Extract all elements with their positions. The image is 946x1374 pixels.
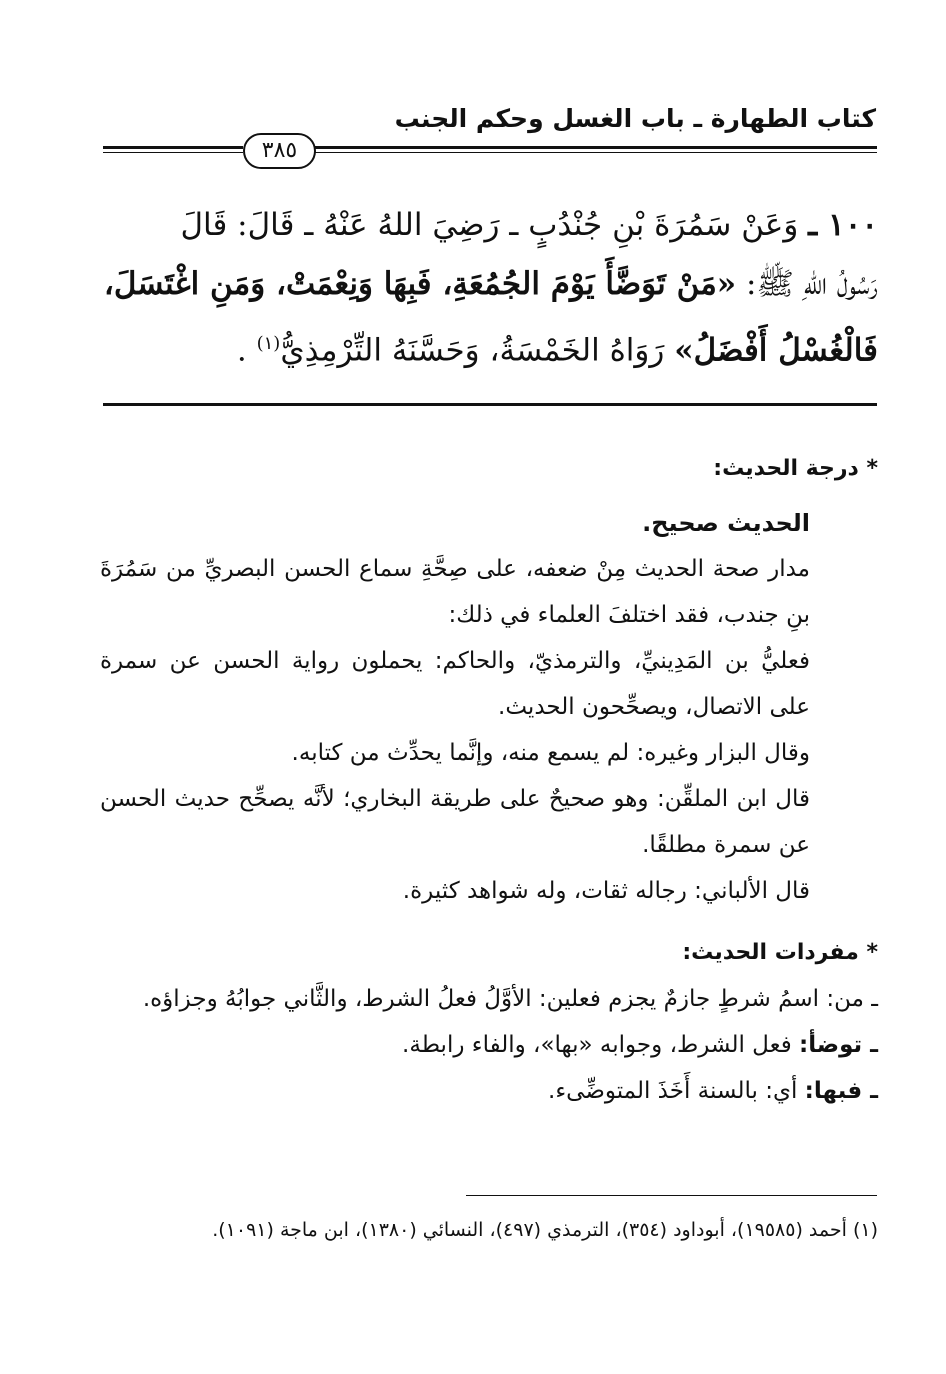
hadith-line-3-end: . (236, 332, 247, 369)
hadith-line-2-quote: «مَنْ تَوَضَّأَ يَوْمَ الجُمُعَةِ، فَبِهَا وَنِعْمَتْ، وَمَنِ اغْتَسَلَ، (103, 266, 737, 302)
section-divider (103, 403, 877, 406)
vocab-text-3: أي: بالسنة أَخَذَ المتوضِّىء. (548, 1078, 798, 1104)
page-number: ٣٨٥ (243, 133, 316, 169)
hadith-line-1-text: وَعَنْ سَمُرَةَ بْنِ جُنْدُبٍ ـ رَضِيَ اللهُ عَنْهُ ـ قَالَ: قَالَ (180, 207, 799, 243)
grade-paragraph-2 (100, 638, 878, 730)
grade-paragraph-4-text: قال ابن الملقِّن: وهو صحيحٌ على طريقة البخاري؛ لأنَّه يصحِّح حديث الحسن عن سمرة مطلقًا. (100, 786, 810, 858)
vocab-item-2 (100, 1022, 878, 1068)
vocab-section (100, 930, 878, 1114)
grade-paragraph-4 (100, 776, 878, 868)
vocab-term-2: ـ توضأ: (799, 1032, 878, 1058)
grade-verdict: الحديث صحيح. (642, 509, 810, 537)
hadith-line-3 (100, 314, 878, 380)
header-rule-right (312, 146, 877, 153)
hadith-line-1 (100, 196, 878, 255)
hadith-text (100, 196, 878, 380)
grade-paragraph-2-text: فعليُّ بن المَدِينيِّ، والترمذيّ، والحاكم: يحملون رواية الحسن عن سمرة على الاتصال، ويصحِّحون الحديث. (100, 648, 810, 720)
header-rule-left (103, 146, 243, 153)
grade-paragraph-3: وقال البزار وغيره: لم يسمع منه، وإنَّما يحدِّث من كتابه. (291, 740, 810, 766)
hadith-number: ١٠٠ ـ (808, 207, 878, 243)
hadith-line-2 (100, 255, 878, 314)
vocab-text-1: اسمُ شرطٍ جازمٌ يجزم فعلين: الأوَّلُ فعلُ الشرط، والثَّاني جوابُهُ وجزاؤه. (142, 986, 820, 1012)
vocab-text-2: فعل الشرط، وجوابه «بها»، والفاء رابطة. (402, 1032, 792, 1058)
vocab-item-3 (100, 1068, 878, 1114)
grade-paragraph-1-text: مدار صحة الحديث مِنْ ضعفه، على صِحَّةِ سماع الحسن البصريِّ من سَمُرَةَ بنِ جندب، فقد اختلفَ العلماء في ذلك: (100, 556, 810, 628)
footnote-1: (١) أحمد (١٩٥٨٥)، أبوداود (٣٥٤)، الترمذي (٤٩٧)، النسائي (١٣٨٠)، ابن ماجة (١٠٩١). (212, 1219, 878, 1241)
footnote-rule (466, 1195, 877, 1196)
hadith-line-3-quote: فَالْغُسْلُ أَفْضَلُ» (674, 332, 878, 369)
grade-paragraph-5: قال الألباني: رجاله ثقات، وله شواهد كثيرة. (402, 878, 810, 904)
vocab-item-1 (100, 976, 878, 1022)
running-title: كتاب الطهارة ـ باب الغسل وحكم الجنب (394, 104, 876, 133)
footnote-marker: (١) (256, 333, 281, 354)
grade-heading: * درجة الحديث: (713, 456, 878, 481)
grade-paragraph-1 (100, 546, 878, 638)
vocab-term-1: ـ من: (826, 986, 878, 1012)
vocab-term-3: ـ فبها: (804, 1078, 878, 1104)
hadith-line-2-narrator: رَسُولُ اللهِ ﷺ: (746, 266, 878, 302)
vocab-heading: * مفردات الحديث: (682, 940, 878, 965)
grade-section (100, 446, 878, 914)
hadith-line-3-source: رَوَاهُ الخَمْسَةُ، وَحَسَّنَهُ التِّرْمِذِيُّ (280, 332, 665, 369)
